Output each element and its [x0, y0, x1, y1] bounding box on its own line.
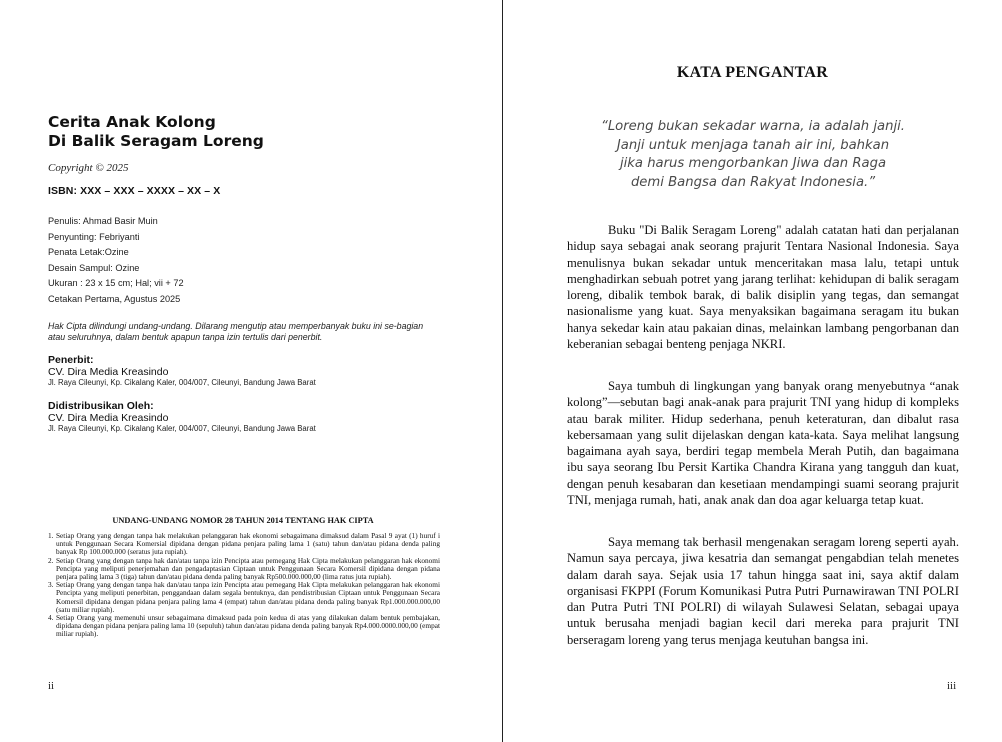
page-number-left: ii	[48, 680, 55, 692]
law-item-text: Setiap Orang yang dengan tanpa hak melakukan pelanggaran hak ekonomi sebagaimana dimaksud dalam Pasal 9 ayat (1) huruf i untuk Penggunaan Secara Komersial dipidana dengan pidana penjara paling lama 1 (satu) tahun dan/atau pidana denda paling banyak Rp 100.000.000 (seratus juta rupiah).	[56, 531, 440, 557]
book-title-line2: Di Balik Seragam Loreng	[48, 132, 264, 150]
credit-layout: Penata Letak:Ozine	[48, 247, 129, 257]
isbn: ISBN: XXX – XXX – XXXX – XX – X	[48, 185, 221, 197]
credit-cover: Desain Sampul: Ozine	[48, 262, 140, 273]
law-item	[48, 614, 440, 639]
law-item-number: 2.	[48, 555, 54, 565]
page-heading: KATA PENGANTAR	[676, 64, 829, 81]
distributor-address: Jl. Raya Cileunyi, Kp. Cikalang Kaler, 004/007, Cileunyi, Bandung Jawa Barat	[48, 424, 316, 433]
law-item-number: 3.	[48, 580, 54, 590]
quote-line: “Loreng bukan sekadar warna, ia adalah janji.	[601, 119, 905, 134]
body-paragraph-1	[567, 222, 959, 352]
publisher-block	[48, 354, 468, 388]
body-paragraph-3	[567, 534, 959, 648]
law-item-text: Setiap Orang yang dengan tanpa hak dan/atau tanpa izin Pencipta atau pemegang Hak Cipta melakukan pelanggaran hak ekonomi Pencipta yang meliputi penerjemahan dan pengadaptasian Ciptaan untuk Penggunaan Secara Komersil dipidana dengan pidana penjara paling lama 3 (tiga) tahun dan/atau pidana denda paling banyak Rp500.000.000,00 (lima ratus juta rupiah).	[56, 555, 440, 582]
rights-notice: Hak Cipta dilindungi undang-undang. Dilarang mengutip atau memperbanyak buku ini se-bagian atau seluruhnya, dalam bentuk apapun tanpa izin tertulis dari penerbit.	[48, 321, 424, 342]
paragraph-text: Saya memang tak berhasil mengenakan seragam loreng seperti ayah. Namun saya percaya, jiwa kesatria dan semangat pengabdian telah menetes dalam darah saya. Sejak usia 17 tahun hingga saat ini, saya aktif dalam organisasi FKPPI (Forum Komunikasi Putra Putri Purnawirawan TNI POLRI dan Putra Putri TNI POLRI) di wilayah Sulawesi Selatan, sebagai upaya untuk berusaha menjadi bagian kecil dari mereka para prajurit TNI berseragam loreng yang terus menjaga keutuhan bangsa ini.	[567, 535, 959, 647]
paragraph-text: Buku "Di Balik Seragam Loreng" adalah catatan hati dan perjalanan hidup saya sebagai anak seorang prajurit Tentara Nasional Indonesia. Saya menulisnya bukan sekadar untuk menceritakan masa lalu, tetapi untuk menghadirkan sebuah potret yang jarang terlihat: kehidupan di balik seragam loreng, dibalik tembok barak, di balik disiplin yang tegas, dan semangat nasionalisme yang kuat. Saya menyaksikan bagaimana seragam itu bukan hanya sekedar kain atau pakaian dinas, melainkan lambang pengorbanan dan keberanian sebagai benteng penjaga NKRI.	[567, 223, 959, 352]
credits-list	[48, 214, 184, 307]
law-item-text: Setiap Orang yang memenuhi unsur sebagaimana dimaksud pada poin kedua di atas yang dilakukan dalam bentuk pembajakan, dipidana dengan pidana penjara paling lama 10 (sepuluh) tahun dan/atau pidana denda paling banyak Rp4.000.0000.000,00 (empat miliar rupiah).	[56, 613, 440, 639]
book-title-line1: Cerita Anak Kolong	[48, 113, 216, 131]
quote-line: demi Bangsa dan Rakyat Indonesia.”	[630, 174, 876, 190]
paragraph-text: Saya tumbuh di lingkungan yang banyak orang menyebutnya “anak kolong”—sebutan bagi anak-anak para prajurit TNI yang hidup di kompleks atau barak militer. Hidup sederhana, penuh keteraturan, dan dibalut rasa kebersamaan yang sulit dijelaskan dengan kata-kata. Saya melihat langsung bagaimana ayah saya, berdiri tegap membela Merah Putih, dan bagaimana ibu saya seorang Ibu Persit Kartika Chandra Kirana yang tangguh dan kuat, dengan penuh kesabaran dan kesetiaan mendampingi suami seorang prajurit TNI, menjaga rumah, hati, anak anak dan doa agar keluarga tetap kuat.	[567, 379, 959, 508]
law-title: UNDANG-UNDANG NOMOR 28 TAHUN 2014 TENTANG HAK CIPTA	[112, 516, 374, 525]
page-number-right: iii	[947, 680, 957, 692]
publisher-label: Penerbit:	[48, 354, 94, 366]
epigraph-quote	[573, 118, 933, 192]
law-list	[48, 532, 440, 639]
law-item-number: 1.	[48, 531, 54, 540]
publisher-name: CV. Dira Media Kreasindo	[48, 366, 169, 378]
credit-editor: Penyunting: Febriyanti	[48, 231, 140, 242]
credit-author: Penulis: Ahmad Basir Muin	[48, 216, 158, 226]
distributor-block	[48, 400, 468, 434]
right-page	[503, 0, 1002, 742]
book-title	[48, 113, 428, 151]
law-item-number: 4.	[48, 613, 54, 623]
quote-line: jika harus mengorbankan Jiwa dan Raga	[619, 156, 887, 171]
law-item	[48, 532, 440, 557]
quote-line: Janji untuk menjaga tanah air ini, bahkan	[616, 137, 890, 153]
law-item	[48, 557, 440, 582]
publisher-address: Jl. Raya Cileunyi, Kp. Cikalang Kaler, 004/007, Cileunyi, Bandung Jawa Barat	[48, 378, 316, 387]
body-paragraph-2	[567, 378, 959, 508]
law-item-text: Setiap Orang yang dengan tanpa hak dan/atau tanpa izin Pencipta atau pemegang Hak Cipta melakukan pelanggaran hak ekonomi Pencipta yang meliputi penerbitan, penggandaan dalam segala bentuknya, dan pendistribusian Ciptaan untuk Penggunaan Secara Komersil dipidana dengan pidana penjara paling lama 4 (empat) tahun dan/atau pidana denda paling banyak Rp1.000.000.000,00 (satu miliar rupiah).	[56, 580, 440, 614]
law-item	[48, 581, 440, 614]
copyright-notice: Copyright © 2025	[48, 162, 129, 174]
distributor-label: Didistribusikan Oleh:	[48, 400, 154, 412]
credit-edition: Cetakan Pertama, Agustus 2025	[48, 293, 181, 304]
credit-size: Ukuran : 23 x 15 cm; Hal; vii + 72	[48, 278, 184, 288]
distributor-name: CV. Dira Media Kreasindo	[48, 412, 169, 424]
